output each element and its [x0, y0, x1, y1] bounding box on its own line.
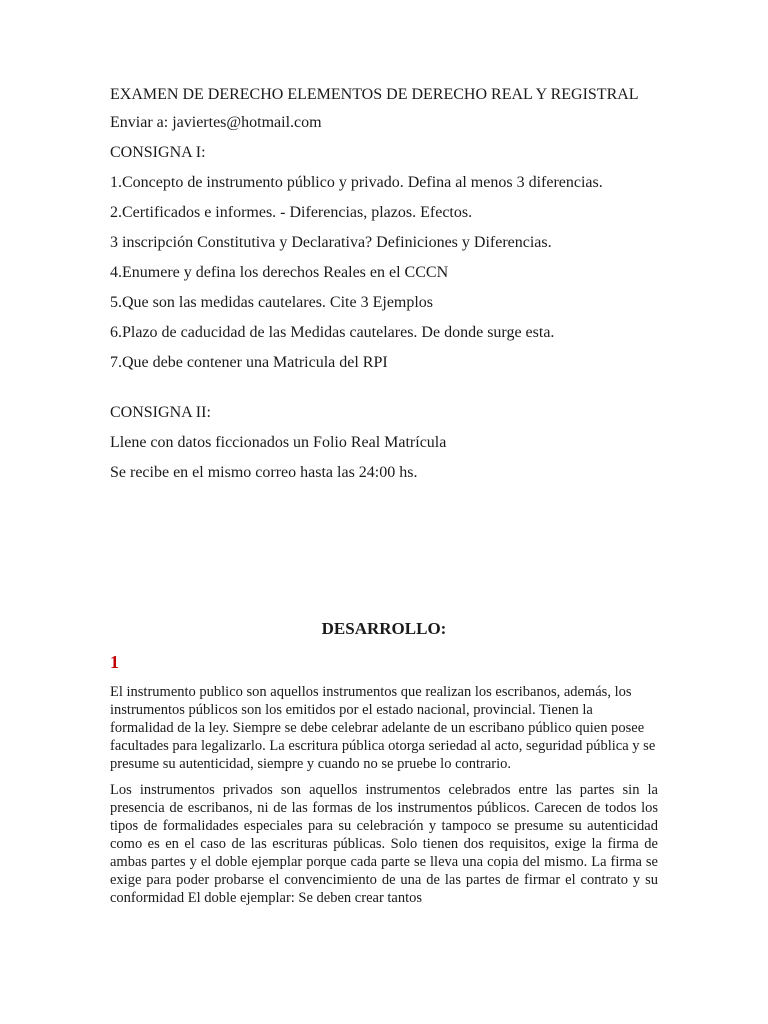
- question-item: 6.Plazo de caducidad de las Medidas cautelares. De donde surge esta.: [110, 324, 555, 341]
- question-item: 1.Concepto de instrumento público y privado. Defina al menos 3 diferencias.: [110, 174, 603, 191]
- blank-line: [110, 383, 670, 403]
- question-item: 4.Enumere y defina los derechos Reales en el CCCN: [110, 264, 449, 281]
- question-item: 7.Que debe contener una Matricula del RPI: [110, 354, 388, 371]
- question-item: 5.Que son las medidas cautelares. Cite 3 Ejemplos: [110, 294, 434, 311]
- paragraph: El instrumento publico son aquellos instrumentos que realizan los escribanos, además, los instrumentos públicos son los emitidos por el estado nacional, provincial. Tienen la formalidad de la ley. Siempre se debe celebrar adelante de un escribano público quien posee facultades para legalizarlo. La escritura pública otorga seriedad al acto, seguridad pública y se presume su autenticidad, siempre y cuando no se pruebe lo contrario.: [110, 684, 656, 772]
- deadline-line: Se recibe en el mismo correo hasta las 24:00 hs.: [110, 464, 418, 481]
- consigna-2-label: CONSIGNA II:: [110, 404, 211, 421]
- development-heading: DESARROLLO:: [321, 619, 447, 638]
- send-to-line: Enviar a: javiertes@hotmail.com: [110, 114, 322, 131]
- exam-title: EXAMEN DE DERECHO ELEMENTOS DE DERECHO REAL Y REGISTRAL: [110, 86, 639, 103]
- consigna-1-label: CONSIGNA I:: [110, 144, 206, 161]
- consigna-2-text: Llene con datos ficcionados un Folio Real Matrícula: [110, 434, 447, 451]
- question-item: 2.Certificados e informes. - Diferencias, plazos. Efectos.: [110, 204, 473, 221]
- exam-instructions: [110, 85, 670, 493]
- section-number: 1: [110, 652, 119, 672]
- paragraph: Los instrumentos privados son aquellos instrumentos celebrados entre las partes sin la presencia de escribanos, ni de las formas de los instrumentos públicos. Carecen de todos los tipos de formalidades especiales para su celebración y tampoco se presume su autenticidad como es en el caso de las escrituras públicas. Solo tienen dos requisitos, exige la firma de ambas partes y el doble ejemplar porque cada parte se lleva una copia del mismo. La firma se exige para poder probarse el convencimiento de una de las partes de firmar el contrato y su conformidad El doble ejemplar: Se deben crear tantos: [110, 782, 658, 906]
- question-item: 3 inscripción Constitutiva y Declarativa? Definiciones y Diferencias.: [110, 234, 552, 251]
- development-body: [110, 683, 658, 915]
